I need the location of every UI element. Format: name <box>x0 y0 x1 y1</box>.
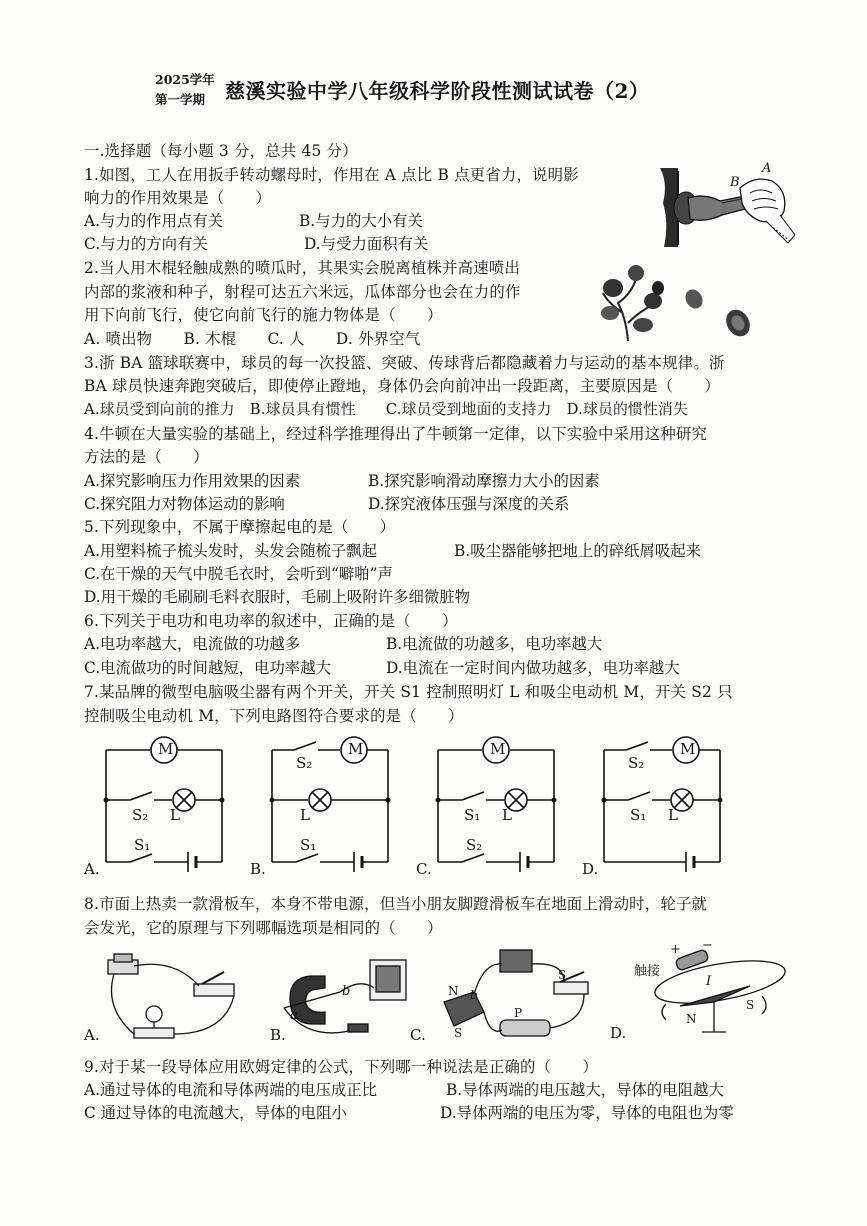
question-6-text: 6.下列关于电功和电功率的叙述中，正确的是（ ） <box>84 612 458 630</box>
question-2-text: 2.当人用木棍轻触成熟的喷瓜时，其果实会脱离植株并高速喷出 <box>84 259 521 277</box>
q8-figure-a-letter: A. <box>84 1026 100 1044</box>
circuit-b-motor: M <box>348 740 364 758</box>
circuit-a-lamp: L <box>170 806 180 824</box>
q6-option-b: B.电流做的功越多，电功率越大 <box>386 635 603 653</box>
circuit-d-letter: D. <box>582 860 599 878</box>
question-9-text: 9.对于某一段导体应用欧姆定律的公式，下列哪一种说法是正确的（ ） <box>84 1058 598 1076</box>
q1-option-b: B.与力的大小有关 <box>299 212 423 230</box>
q5-option-d: D.用干燥的毛刷刷毛料衣服时，毛刷上吸附许多细微脏物 <box>84 588 471 606</box>
q9-option-b: B.导体两端的电压越大，导体的电阻越大 <box>446 1081 724 1099</box>
circuit-a-letter: A. <box>84 860 100 878</box>
question-1-text-cont: 响力的作用效果是（ ） <box>84 189 272 207</box>
q8-figure-d-plus: + <box>670 942 681 957</box>
semester: 第一学期 <box>155 92 206 107</box>
q5-option-c: C.在干燥的天气中脱毛衣时，会听到“噼啪”声 <box>84 565 393 583</box>
question-3-text: 3.浙 BA 篮球联赛中，球员的每一次投篮、突破、传球背后都隐藏着力与运动的基本规律。浙 <box>84 354 725 372</box>
question-2-text-cont2: 用下向前飞行，使它向前飞行的施力物体是（ ） <box>84 306 443 324</box>
question-4-text: 4.牛顿在大量实验的基础上，经过科学推理得出了牛顿第一定律，以下实验中采用这种研究 <box>84 425 708 443</box>
q8-figure-b-letter: B. <box>270 1026 286 1044</box>
question-2-text-cont: 内部的浆液和种子，射程可达五六米远，瓜体部分也会在力的作 <box>84 283 521 301</box>
q8-figure-d-label-s: S <box>746 998 755 1012</box>
q9-option-c: C 通过导体的电流越大，导体的电阻小 <box>84 1104 347 1122</box>
question-7-text: 7.某品牌的微型电脑吸尘器有两个开关，开关 S1 控制照明灯 L 和吸尘电动机 M，开关 S2 只 <box>84 683 733 701</box>
circuit-d-motor: M <box>680 740 696 758</box>
section-heading: 一.选择题（每小题 3 分，总共 45 分） <box>84 142 358 160</box>
circuit-c-letter: C. <box>416 860 432 878</box>
q8-figure-d-touch: 触接 <box>634 964 661 979</box>
q8-figure-a <box>84 948 254 1048</box>
circuit-c-switch-mid: S₁ <box>464 806 481 824</box>
q8-figure-c-label-n: N <box>448 984 459 998</box>
q9-option-a: A.通过导体的电流和导体两端的电压成正比 <box>84 1081 378 1099</box>
squirting-cucumber-figure <box>598 263 758 343</box>
circuit-b <box>250 736 410 882</box>
circuit-a-motor: M <box>158 740 174 758</box>
q1-option-d: D.与受力面积有关 <box>304 235 429 253</box>
circuit-a-switch-bottom: S₁ <box>134 836 151 854</box>
circuit-b-switch-top: S₂ <box>296 754 313 772</box>
circuit-b-lamp: L <box>300 806 310 824</box>
school-year: 2025学年 <box>155 72 215 87</box>
q6-option-a: A.电功率越大，电流做的功越多 <box>84 635 301 653</box>
question-8-text: 8.市面上热卖一款滑板车，本身不带电源，但当小朋友脚蹬滑板车在地面上滑动时，轮子就 <box>84 895 708 913</box>
question-3-text-cont: BA 球员快速奔跑突破后，即使停止蹬地，身体仍会向前冲出一段距离，主要原因是（ ） <box>84 377 720 395</box>
circuit-d <box>582 736 742 882</box>
question-5-text: 5.下列现象中，不属于摩擦起电的是（ ） <box>84 518 396 536</box>
circuit-c-lamp: L <box>502 806 512 824</box>
q4-option-c: C.探究阻力对物体运动的影响 <box>84 495 285 513</box>
circuit-a-switch-mid: S₂ <box>132 806 149 824</box>
wrench-label-b: B <box>730 175 740 190</box>
q9-option-d: D.导体两端的电压为零，导体的电阻也为零 <box>440 1104 734 1122</box>
q3-options: A.球员受到向前的推力 B.球员具有惯性 C.球员受到地面的支持力 D.球员的惯性消失 <box>84 401 688 418</box>
question-1-text: 1.如图，工人在用扳手转动螺母时，作用在 A 点比 B 点更省力，说明影 <box>84 166 579 184</box>
page-title: 慈溪实验中学八年级科学阶段性测试试卷（2） <box>225 79 650 103</box>
q8-figure-d <box>610 936 800 1048</box>
circuit-a <box>84 736 244 882</box>
q2-options: A. 喷出物 B. 木棍 C. 人 D. 外界空气 <box>84 330 421 348</box>
q8-figure-b-label-b: b <box>342 984 351 999</box>
q8-figure-d-label-n: N <box>686 1012 697 1026</box>
q4-option-d: D.探究液体压强与深度的关系 <box>368 495 570 513</box>
q8-figure-c-label-p: P <box>514 1006 523 1020</box>
q5-option-b: B.吸尘器能够把地上的碎纸屑吸起来 <box>454 542 702 560</box>
q8-figure-c-label-b: b <box>470 988 478 1002</box>
circuit-c <box>416 736 576 882</box>
q6-option-c: C.电流做功的时间越短，电功率越大 <box>84 659 331 677</box>
question-8-text-cont: 会发光，它的原理与下列哪幅选项是相同的（ ） <box>84 919 443 937</box>
q5-option-a: A.用塑料梳子梳头发时，头发会随梳子飘起 <box>84 542 378 560</box>
q8-figure-b <box>270 948 420 1048</box>
q8-figure-c-label-s-switch: S <box>558 968 567 982</box>
q4-option-a: A.探究影响压力作用效果的因素 <box>84 472 301 490</box>
q1-option-a: A.与力的作用点有关 <box>84 212 224 230</box>
q8-figure-d-minus: − <box>702 938 713 953</box>
question-7-text-cont: 控制吸尘电动机 M，下列电路图符合要求的是（ ） <box>84 707 464 725</box>
wrench-label-a: A <box>762 161 772 176</box>
q8-figure-d-letter: D. <box>610 1024 627 1042</box>
q4-option-b: B.探究影响滑动摩擦力大小的因素 <box>368 472 600 490</box>
q8-figure-c <box>410 942 604 1048</box>
q6-option-d: D.电流在一定时间内做功越多，电功率越大 <box>386 659 680 677</box>
q8-figure-d-current: I <box>706 974 712 989</box>
q8-figure-b-label-a: a <box>290 1008 298 1023</box>
q8-figure-c-label-s: S <box>454 1026 463 1040</box>
question-4-text-cont: 方法的是（ ） <box>84 448 209 466</box>
circuit-c-switch-bottom: S₂ <box>466 836 483 854</box>
wrench-figure <box>660 163 795 248</box>
q1-option-c: C.与力的方向有关 <box>84 235 208 253</box>
circuit-b-switch-bottom: S₁ <box>300 836 317 854</box>
circuit-d-lamp: L <box>668 806 678 824</box>
circuit-d-switch-top: S₂ <box>628 754 645 772</box>
circuit-b-letter: B. <box>250 860 266 878</box>
q8-figure-c-letter: C. <box>410 1026 426 1044</box>
circuit-c-motor: M <box>490 740 506 758</box>
circuit-d-switch-mid: S₁ <box>630 806 647 824</box>
